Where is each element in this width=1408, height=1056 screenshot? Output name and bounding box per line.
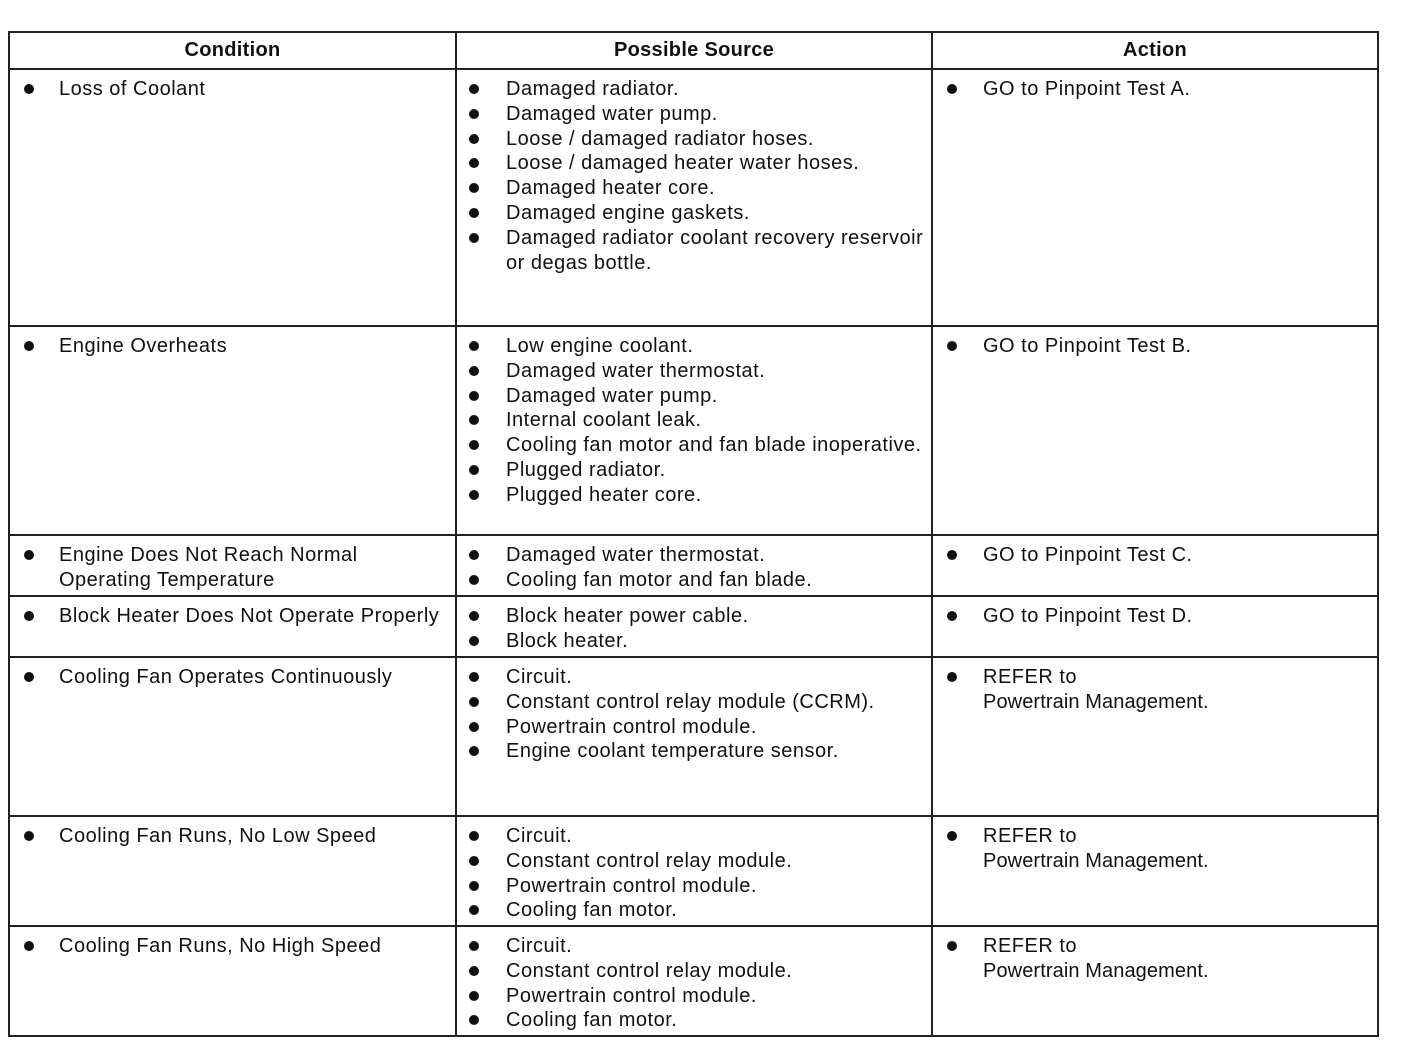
source-item: Cooling fan motor.: [457, 1008, 927, 1033]
condition-cell: [9, 926, 456, 1036]
header-possible-source: Possible Source: [456, 32, 932, 69]
diagnosis-table: [8, 31, 1379, 1037]
source-item: Circuit.: [457, 824, 927, 849]
action-item: [933, 604, 1373, 629]
action-item: [933, 665, 1373, 715]
condition-text: Engine Does Not Reach Normal Operating Temperature: [10, 543, 451, 593]
condition-text: Cooling Fan Runs, No Low Speed: [10, 824, 451, 849]
table-row: [9, 69, 1378, 326]
source-item: Constant control relay module.: [457, 849, 927, 874]
table-body: [9, 69, 1378, 1036]
action-cell: [932, 596, 1378, 657]
table-row: [9, 596, 1378, 657]
source-item: Loose / damaged radiator hoses.: [457, 127, 927, 152]
action-reference: Powertrain Management.: [983, 959, 1209, 982]
table-row: [9, 816, 1378, 926]
source-item: Loose / damaged heater water hoses.: [457, 151, 927, 176]
condition-text: Engine Overheats: [10, 334, 451, 359]
action-item: [933, 334, 1373, 359]
action-text: GO to Pinpoint Test B.: [983, 335, 1192, 357]
action-item: [933, 543, 1373, 568]
table-row: [9, 326, 1378, 535]
table-row: [9, 657, 1378, 816]
action-cell: [932, 69, 1378, 326]
table-row: [9, 535, 1378, 596]
action-text: GO to Pinpoint Test A.: [983, 78, 1191, 100]
condition-cell: [9, 657, 456, 816]
action-text: GO to Pinpoint Test D.: [983, 605, 1193, 627]
condition-cell: [9, 326, 456, 535]
source-item: Cooling fan motor and fan blade inoperative.: [457, 433, 927, 458]
action-cell: [932, 926, 1378, 1036]
possible-source-cell: [456, 535, 932, 596]
source-item: Powertrain control module.: [457, 874, 927, 899]
condition-cell: [9, 535, 456, 596]
condition-text: Cooling Fan Operates Continuously: [10, 665, 451, 690]
source-item: Circuit.: [457, 934, 927, 959]
source-item: Damaged engine gaskets.: [457, 201, 927, 226]
source-item: Damaged water thermostat.: [457, 543, 927, 568]
action-cell: [932, 326, 1378, 535]
possible-source-cell: [456, 326, 932, 535]
action-item: [933, 77, 1373, 102]
table-row: [9, 926, 1378, 1036]
action-reference: Powertrain Management.: [983, 690, 1209, 713]
possible-source-cell: [456, 926, 932, 1036]
source-item: Plugged heater core.: [457, 483, 927, 508]
source-item: Cooling fan motor.: [457, 898, 927, 923]
action-item: [933, 824, 1373, 874]
condition-cell: [9, 816, 456, 926]
condition-text: Cooling Fan Runs, No High Speed: [10, 934, 451, 959]
source-item: Damaged heater core.: [457, 176, 927, 201]
possible-source-cell: [456, 657, 932, 816]
possible-source-cell: [456, 69, 932, 326]
condition-text: Block Heater Does Not Operate Properly: [10, 604, 451, 629]
source-item: Powertrain control module.: [457, 984, 927, 1009]
source-item: Damaged radiator coolant recovery reservoir or degas bottle.: [457, 226, 927, 276]
source-item: Damaged water pump.: [457, 102, 927, 127]
source-item: Damaged water pump.: [457, 384, 927, 409]
source-item: Constant control relay module (CCRM).: [457, 690, 927, 715]
source-item: Constant control relay module.: [457, 959, 927, 984]
source-item: Block heater power cable.: [457, 604, 927, 629]
action-cell: [932, 657, 1378, 816]
action-reference: Powertrain Management.: [983, 849, 1209, 872]
source-item: Low engine coolant.: [457, 334, 927, 359]
action-text: REFER to: [983, 935, 1078, 957]
possible-source-cell: [456, 816, 932, 926]
condition-cell: [9, 69, 456, 326]
source-item: Circuit.: [457, 665, 927, 690]
action-text: REFER to: [983, 666, 1078, 688]
source-item: Powertrain control module.: [457, 715, 927, 740]
source-item: Block heater.: [457, 629, 927, 654]
action-text: REFER to: [983, 825, 1078, 847]
condition-text: Loss of Coolant: [10, 77, 451, 102]
action-cell: [932, 816, 1378, 926]
source-item: Damaged water thermostat.: [457, 359, 927, 384]
action-item: [933, 934, 1373, 984]
action-text: GO to Pinpoint Test C.: [983, 544, 1193, 566]
header-condition: Condition: [9, 32, 456, 69]
header-action: Action: [932, 32, 1378, 69]
action-cell: [932, 535, 1378, 596]
header-row: [9, 32, 1378, 69]
source-item: Cooling fan motor and fan blade.: [457, 568, 927, 593]
source-item: Engine coolant temperature sensor.: [457, 739, 927, 764]
condition-cell: [9, 596, 456, 657]
possible-source-cell: [456, 596, 932, 657]
source-item: Plugged radiator.: [457, 458, 927, 483]
source-item: Damaged radiator.: [457, 77, 927, 102]
source-item: Internal coolant leak.: [457, 408, 927, 433]
